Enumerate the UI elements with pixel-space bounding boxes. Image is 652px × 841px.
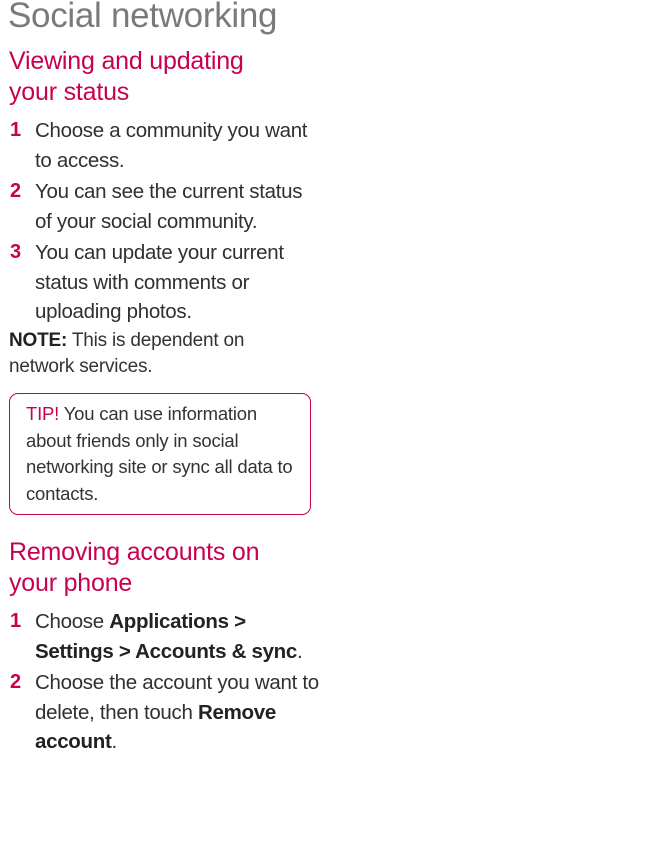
note-text: This is dependent on network services. (9, 330, 245, 377)
section-heading-viewing-status (9, 46, 244, 108)
section-heading-removing-accounts (9, 537, 259, 599)
chapter-title: Social networking (8, 0, 278, 35)
heading-line: Viewing and updating (9, 47, 244, 75)
step-text: You can see the current status of your social community. (35, 180, 303, 233)
menu-path-applications: Applications > (109, 610, 246, 633)
heading-line: Removing accounts on (9, 538, 260, 566)
step-suffix: . (297, 639, 303, 663)
menu-path-settings-accounts: Settings > Accounts & sync (35, 639, 297, 663)
step-number: 1 (10, 610, 21, 632)
step-suffix: . (111, 730, 117, 753)
step-item (9, 116, 319, 175)
account-label: account (35, 730, 112, 753)
step-item (9, 668, 319, 757)
step-item (9, 177, 319, 236)
step-number: 3 (10, 241, 21, 263)
tip-label: TIP! (26, 403, 60, 424)
tip-text-block (26, 401, 306, 507)
step-text: Choose a community you want to access. (35, 119, 308, 172)
step-text: Choose (35, 610, 104, 633)
heading-line: your status (9, 78, 130, 106)
step-item (9, 238, 319, 327)
status-steps-list (9, 116, 319, 327)
step-text: Choose the account you want to delete, then touch (35, 671, 319, 724)
tip-box (9, 393, 311, 515)
note-paragraph (9, 328, 299, 380)
note-label: NOTE: (9, 330, 68, 351)
step-number: 1 (10, 119, 21, 141)
heading-line: your phone (9, 569, 133, 597)
remove-label: Remove (198, 700, 276, 724)
step-text: You can update your current status with comments or uploading photos. (35, 241, 284, 323)
step-number: 2 (10, 180, 21, 202)
remove-account-steps-list (9, 607, 319, 757)
tip-text: You can use information about friends only in social networking site or sync all data to contacts. (26, 403, 293, 504)
step-number: 2 (10, 671, 21, 693)
step-item (9, 607, 319, 666)
